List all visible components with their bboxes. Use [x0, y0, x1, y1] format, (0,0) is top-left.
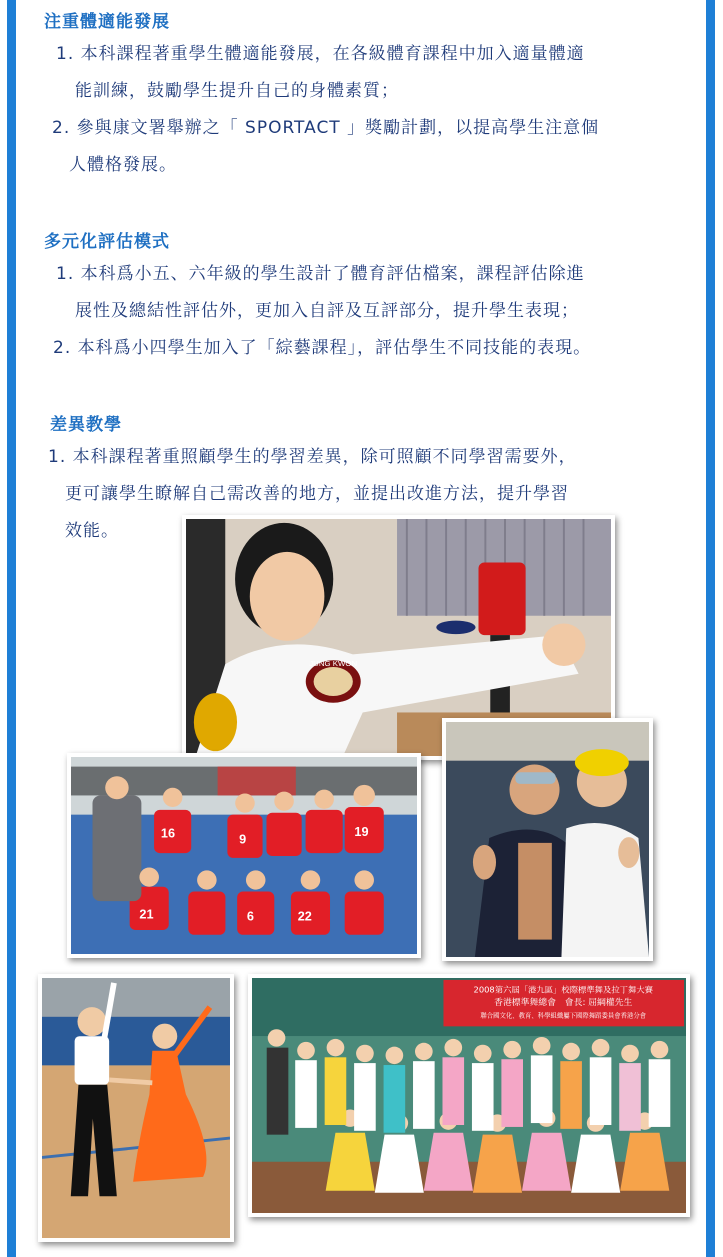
page-frame-left — [7, 0, 16, 1257]
item-text-line: 本科爲小四學生加入了「綜藝課程」，評估學生不同技能的表現。 — [77, 338, 592, 358]
item-text-line: 展性及總結性評估外，更加入自評及互評部分，提升學生表現； — [75, 301, 579, 321]
banner-title-line-1: 2008第六屆「港九區」校際標準舞及拉丁舞大賽 — [473, 984, 653, 995]
section-heading-assessment: 多元化評估模式 — [44, 232, 170, 252]
karate-patch-text: JUNG KWON — [309, 659, 358, 669]
section-heading-fitness: 注重體適能發展 — [44, 12, 170, 32]
photo-dancing-couple — [38, 974, 234, 1242]
jersey-number: 9 — [239, 832, 247, 847]
item-text-line: 人體格發展。 — [69, 155, 177, 175]
item-text-line: 更可讓學生瞭解自己需改善的地方，並提出改進方法，提升學習 — [65, 484, 569, 504]
photo-dance-competition-group — [248, 974, 690, 1217]
banner-title-line-3: 聯合國文化、教育、科學組織屬下國際舞蹈委員會香港分會 — [480, 1012, 647, 1020]
assessment-item-2 — [53, 330, 591, 367]
jersey-number: 22 — [297, 909, 312, 924]
section-heading-differentiation: 差異教學 — [50, 415, 122, 435]
assessment-item-1 — [56, 256, 585, 330]
item-text-line: 本科課程著重學生體適能發展，在各級體育課程中加入適量體適 — [80, 44, 585, 64]
fitness-item-1 — [56, 36, 585, 110]
photo-two-boys — [442, 718, 653, 961]
photo-football-team — [67, 753, 421, 958]
jersey-number: 6 — [246, 909, 254, 924]
jersey-number: 16 — [160, 826, 176, 841]
item-number: 2. — [52, 118, 71, 138]
item-text-line: 能訓練，鼓勵學生提升自己的身體素質； — [75, 81, 399, 101]
fitness-item-2 — [52, 110, 599, 184]
jersey-number: 21 — [139, 907, 154, 922]
banner-title-line-2: 香港標準舞總會 會長: 屈綱權先生 — [494, 998, 633, 1009]
item-number: 1. — [56, 264, 75, 284]
item-text-line: 參與康文署舉辦之「 SPORTACT 」獎勵計劃，以提高學生注意個 — [76, 118, 600, 138]
item-number: 1. — [48, 447, 67, 467]
item-text-line: 本科課程著重照顧學生的學習差異，除可照顧不同學習需要外， — [72, 447, 577, 467]
item-number: 2. — [53, 338, 72, 358]
item-text-line: 本科爲小五、六年級的學生設計了體育評估檔案，課程評估除進 — [80, 264, 585, 284]
item-number: 1. — [56, 44, 75, 64]
jersey-number: 19 — [354, 824, 369, 839]
item-text-line: 效能。 — [65, 521, 119, 541]
page-frame-right — [706, 0, 715, 1257]
